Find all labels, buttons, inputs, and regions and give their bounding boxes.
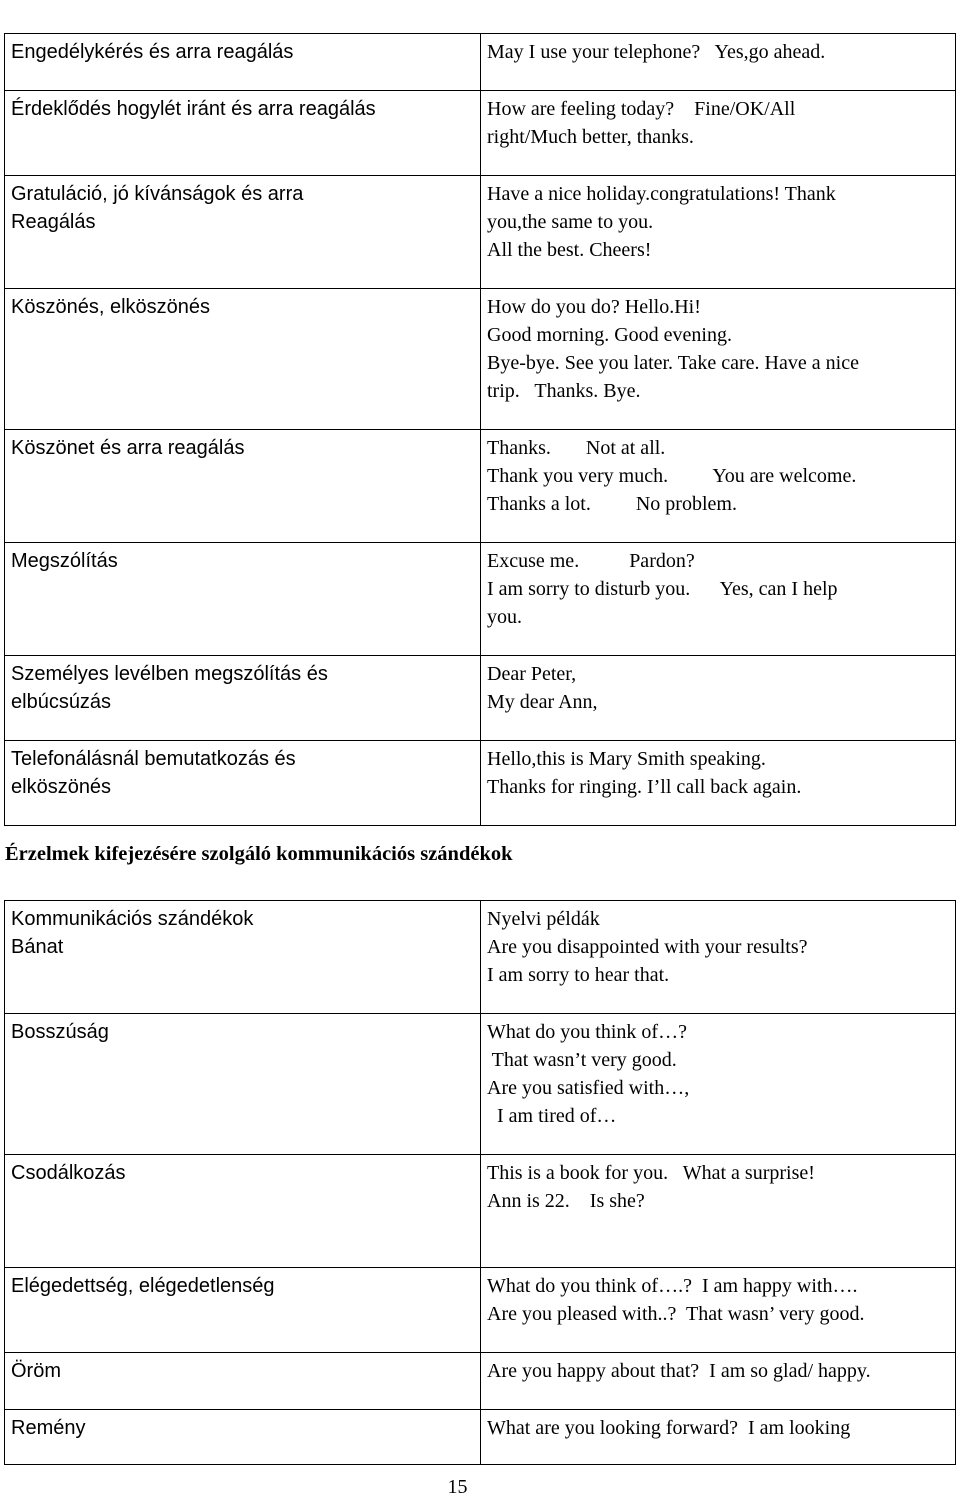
cell-line: What do you think of…? [487,1021,687,1043]
cell-line: trip. Thanks. Bye. [487,380,641,402]
cell-line: Dear Peter, [487,663,577,685]
cell-line: Thanks a lot. No problem. [487,493,737,515]
example-cell [481,430,956,543]
table-row [5,1014,956,1155]
cell-line: What are you looking forward? I am looking [487,1417,851,1439]
cell-line: Have a nice holiday.congratulations! Thank [487,183,836,205]
cell-line: Gratuláció, jó kívánságok és arra [11,183,304,205]
page-number: 15 [447,1476,468,1498]
cell-line: Bosszúság [11,1021,109,1043]
example-cell [481,91,956,176]
cell-line: Hello,this is Mary Smith speaking. [487,748,766,770]
intent-cell [5,91,481,176]
cell-line: Are you disappointed with your results? [487,936,808,958]
cell-line: Good morning. Good evening. [487,324,732,346]
cell-line: May I use your telephone? Yes,go ahead. [487,41,826,63]
cell-line: My dear Ann, [487,691,598,713]
example-cell [481,656,956,741]
intent-cell [5,34,481,91]
cell-line: Érdeklődés hogylét iránt és arra reagálás [11,98,376,120]
example-cell [481,543,956,656]
cell-line: elköszönés [11,776,112,798]
cell-line: Köszönet és arra reagálás [11,437,245,459]
example-cell [481,1014,956,1155]
table-row [5,1268,956,1353]
cell-line: Excuse me. Pardon? [487,550,695,572]
cell-line: I am sorry to disturb you. Yes, can I help [487,578,838,600]
table-row [5,289,956,430]
table-row [5,1155,956,1268]
cell-line: Személyes levélben megszólítás és [11,663,328,685]
communication-intents-table [4,33,956,826]
example-cell [481,289,956,430]
cell-line: Telefonálásnál bemutatkozás és [11,748,296,770]
cell-line: Thanks. Not at all. [487,437,666,459]
intent-cell [5,289,481,430]
cell-line: Öröm [11,1360,61,1382]
example-cell [481,176,956,289]
cell-line: Engedélykérés és arra reagálás [11,41,294,63]
intent-cell [5,901,481,1014]
cell-line: Nyelvi példák [487,908,600,930]
cell-line: you,the same to you. [487,211,654,233]
table-row [5,543,956,656]
example-cell [481,741,956,826]
intent-cell [5,1014,481,1155]
cell-line: Are you happy about that? I am so glad/ happy. [487,1360,871,1382]
cell-line: Csodálkozás [11,1162,126,1184]
table-row [5,741,956,826]
cell-line: elbúcsúzás [11,691,112,713]
intent-cell [5,1410,481,1465]
cell-line: Kommunikációs szándékok [11,908,254,930]
table-row [5,430,956,543]
cell-line: Köszönés, elköszönés [11,296,211,318]
table-row [5,1410,956,1465]
cell-line: Thanks for ringing. I’ll call back again. [487,776,802,798]
cell-line: I am sorry to hear that. [487,964,670,986]
table-row [5,91,956,176]
intent-cell [5,1353,481,1410]
cell-line: All the best. Cheers! [487,239,652,261]
cell-line: Thank you very much. You are welcome. [487,465,857,487]
cell-line: Elégedettség, elégedetlenség [11,1275,275,1297]
cell-line: Are you satisfied with…, [487,1077,690,1099]
example-cell [481,1268,956,1353]
cell-line: Reagálás [11,211,96,233]
cell-line: Ann is 22. Is she? [487,1190,645,1212]
example-cell [481,34,956,91]
cell-line: Bánat [11,936,64,958]
cell-line: I am tired of… [487,1105,617,1127]
intent-cell [5,176,481,289]
example-cell [481,1353,956,1410]
intent-cell [5,543,481,656]
intent-cell [5,1268,481,1353]
intent-cell [5,656,481,741]
cell-line: Megszólítás [11,550,118,572]
table-row [5,1353,956,1410]
table-row [5,901,956,1014]
section-title: Érzelmek kifejezésére szolgáló kommunikációs szándékok [5,843,513,865]
table-row [5,176,956,289]
cell-line: Bye-bye. See you later. Take care. Have a nice [487,352,859,374]
cell-line: you. [487,606,522,628]
example-cell [481,901,956,1014]
cell-line: Are you pleased with..? That wasn’ very good. [487,1303,865,1325]
intent-cell [5,1155,481,1268]
example-cell [481,1410,956,1465]
emotion-intents-table [4,900,956,1465]
table-row [5,34,956,91]
cell-line: That wasn’t very good. [487,1049,677,1071]
cell-line: This is a book for you. What a surprise! [487,1162,815,1184]
intent-cell [5,430,481,543]
cell-line: right/Much better, thanks. [487,126,694,148]
intent-cell [5,741,481,826]
table-row [5,656,956,741]
cell-line: How are feeling today? Fine/OK/All [487,98,796,120]
example-cell [481,1155,956,1268]
cell-line: What do you think of….? I am happy with…. [487,1275,858,1297]
cell-line: Remény [11,1417,86,1439]
cell-line: How do you do? Hello.Hi! [487,296,701,318]
